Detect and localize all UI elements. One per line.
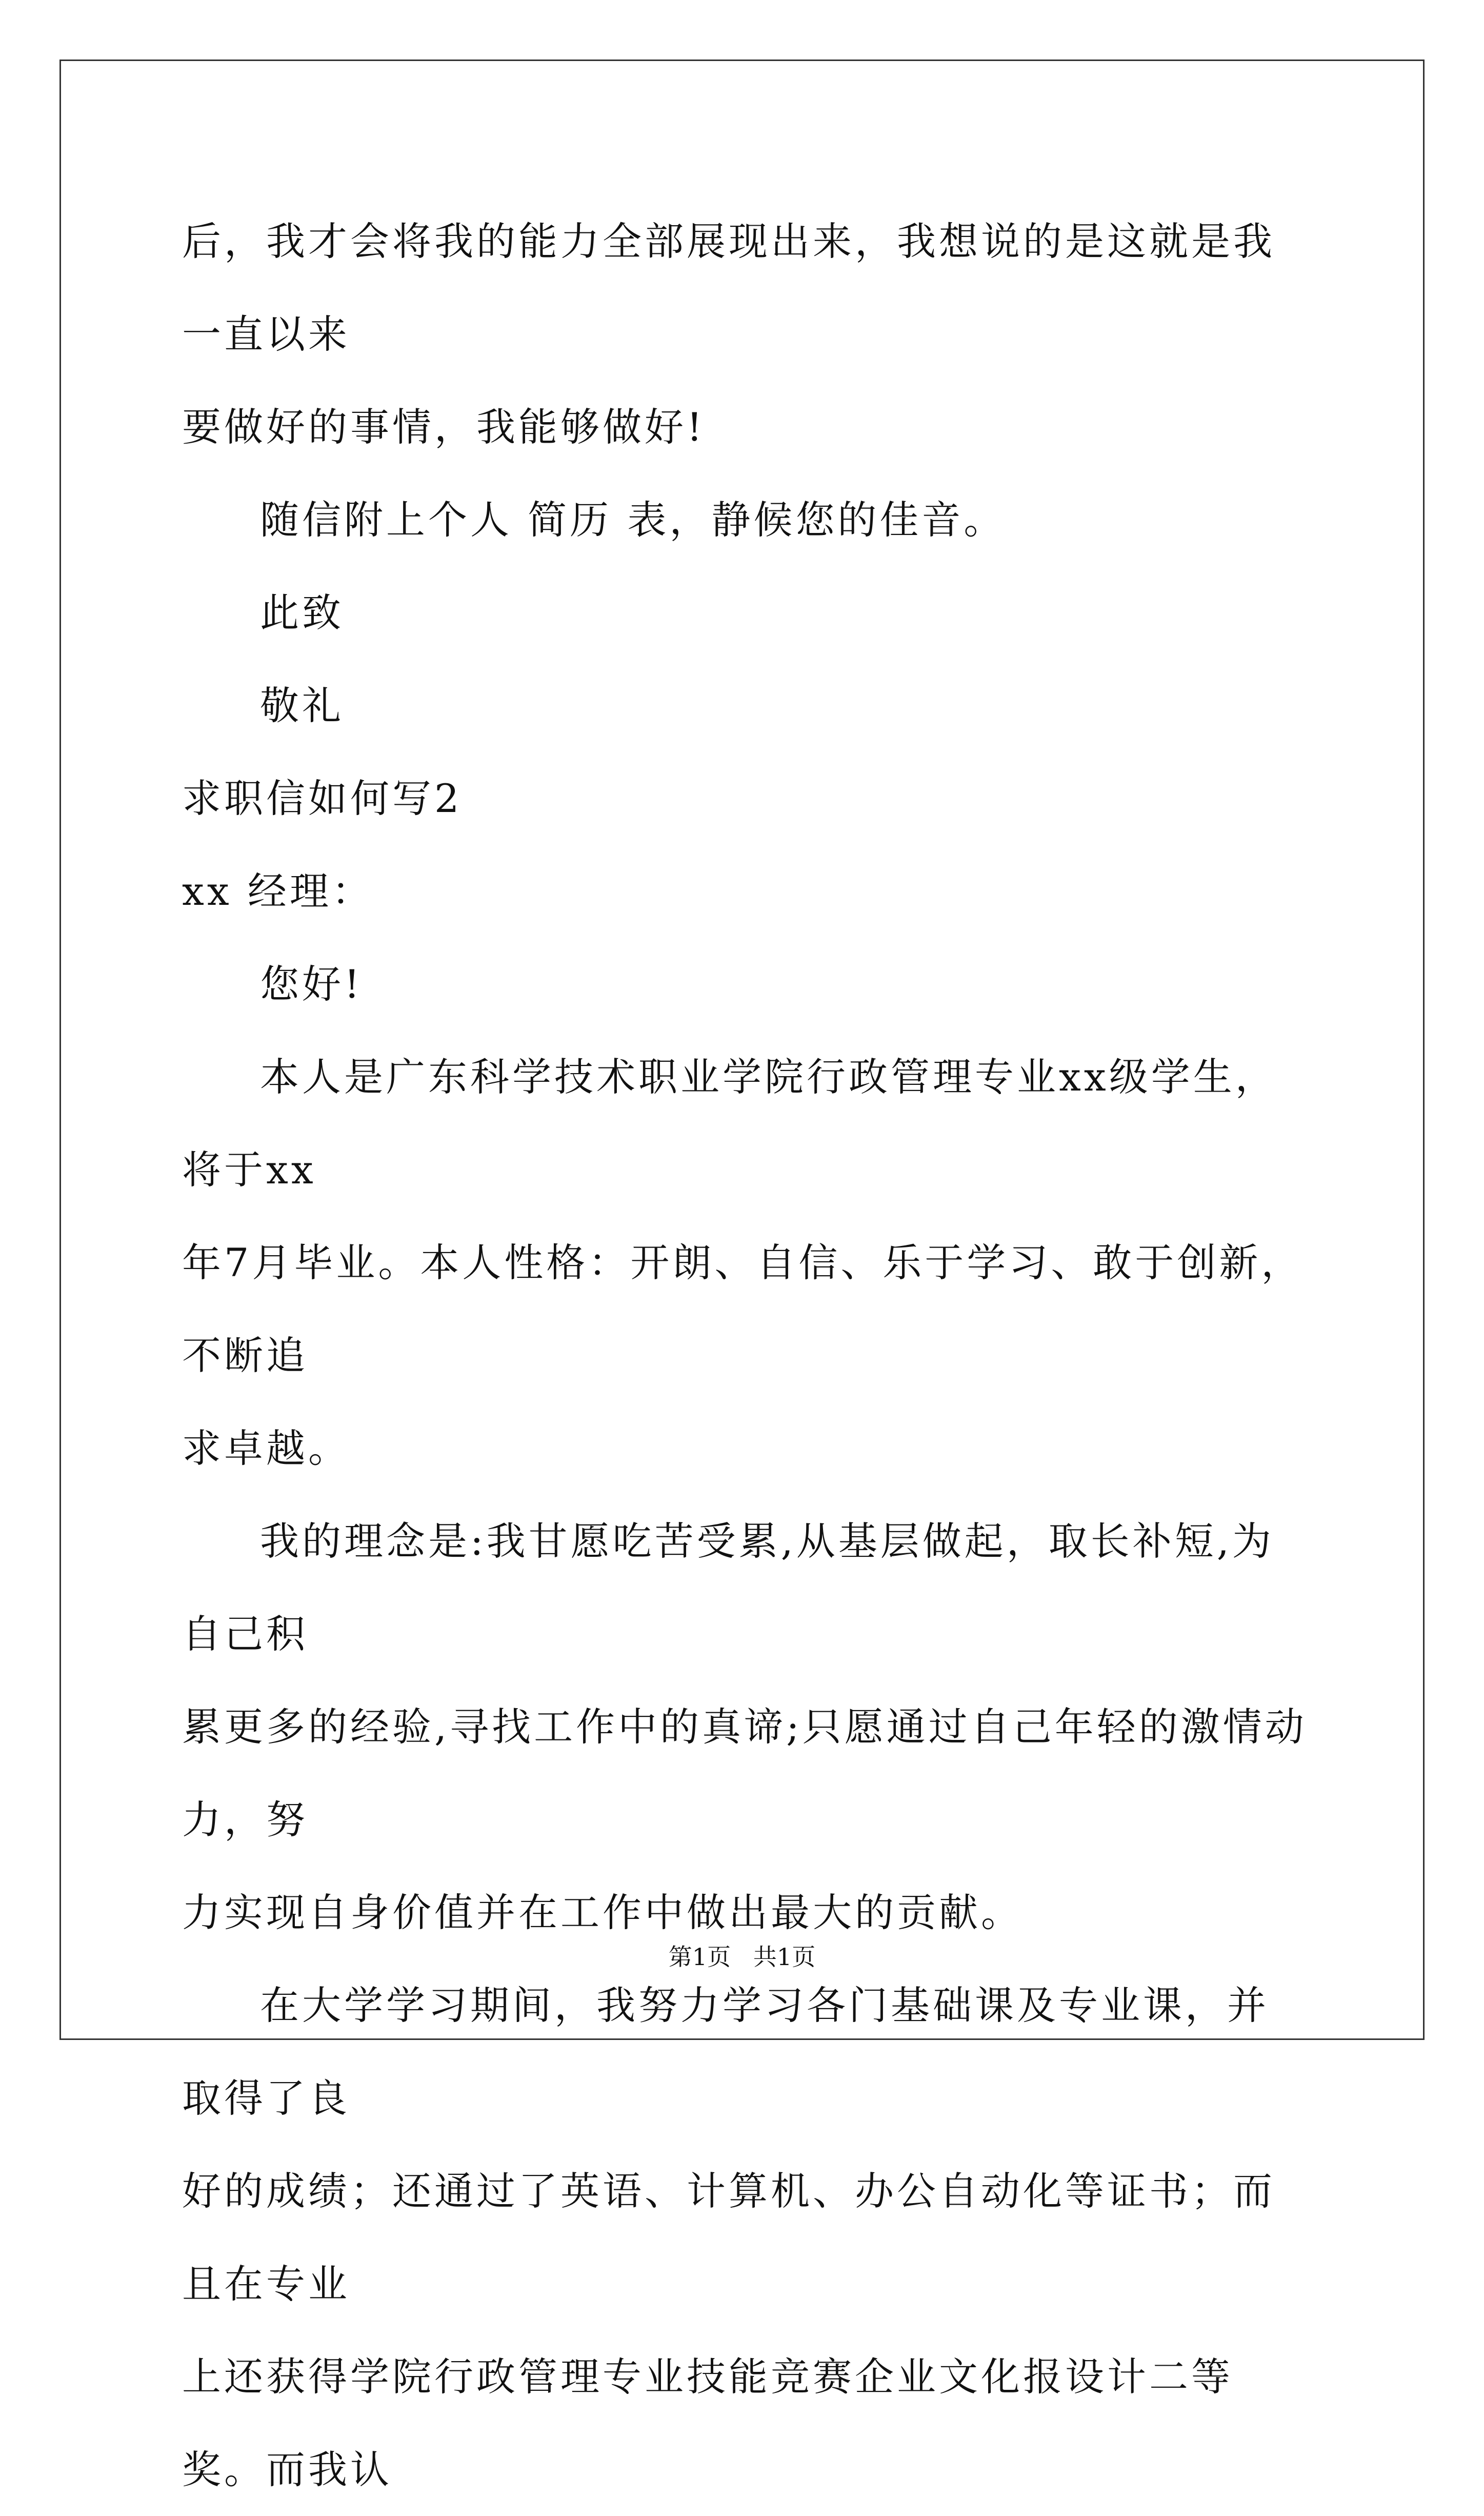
text-line: 好的成绩；还通过了英语、计算机、办公自动化等证书；而且在专业: [182, 2168, 1275, 2307]
text-line: 累更多的经验,寻找工作中的真谛;只愿通过自己年轻的激情动力，努: [182, 1704, 1307, 1843]
text-line: 随信附上个人 简历 表，静候您的佳音。: [260, 497, 1006, 543]
closing-phrase: 此致: [260, 590, 344, 636]
recipient-line: xx 经理：: [182, 868, 374, 914]
text-line: 后，我才会将我的能力全部展现出来，我想说的是这就是我一直以来: [182, 219, 1275, 357]
text-line: 我的理念是:我甘愿吃苦受累,从基层做起，取长补短,为自己积: [182, 1518, 1274, 1657]
closing-salutation: 敬礼: [260, 683, 344, 728]
text-line: 要做好的事情，我能够做好!: [182, 404, 706, 450]
text-line: 本人是广东科学技术职业学院行政管理专业xx级学生，将于xx: [182, 1054, 1277, 1193]
page-footer: [0, 1942, 1484, 1972]
page-number: 第1页 共1页: [668, 1943, 816, 1971]
text-line: 年7月毕业。本人性格：开朗、自信、乐于学习、敢于创新，不断追: [182, 1240, 1303, 1378]
text-line: 力实现自身价值并在工作中做出最大的贡献。: [182, 1890, 1023, 1935]
greeting: 您好!: [260, 961, 363, 1007]
text-line: 上还获得学院行政管理专业技能竞赛企业文化报设计二等奖。而我认: [182, 2354, 1233, 2492]
text-line: 求卓越。: [182, 1425, 350, 1471]
document-body: [182, 195, 1310, 2516]
text-line: 在大学学习期间，我努力学习各门基础课及专业课，并取得了良: [182, 1983, 1269, 2121]
section-heading: 求职信如何写2: [182, 776, 463, 821]
